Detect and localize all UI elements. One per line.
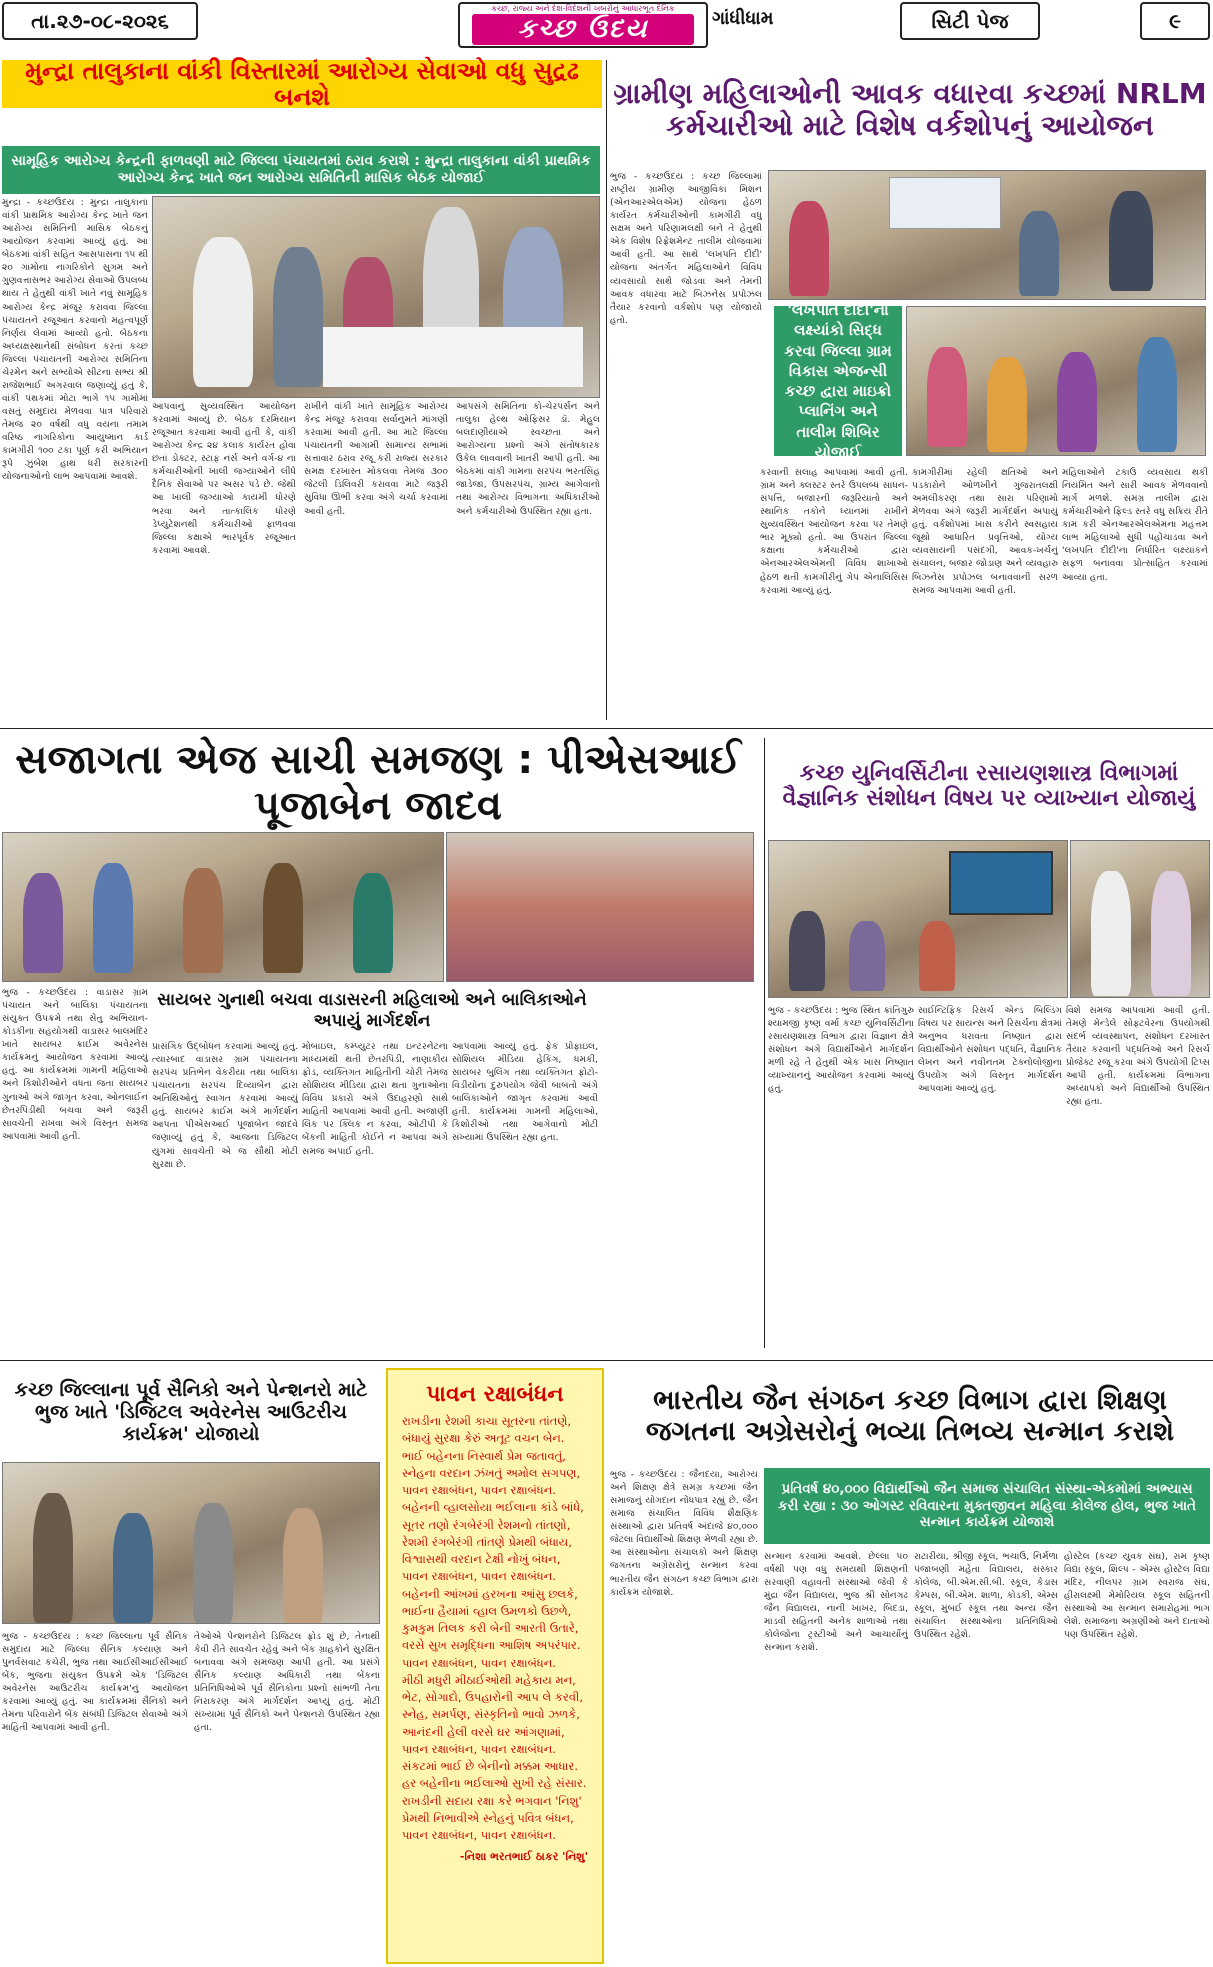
story1-column-3: રાખીને વાંકી ખાતે સામૂહિક આરોગ્ય કેન્દ્ર મંજૂર કરાવવા સર્વાનુમતે માંગણી કરવામાં આવી હતી. આ માટે જિલ્લા પંચાયતની આગામી સામાન્ય સભામાં સત્તાવાર ઠરાવ રજૂ કરી રાજ્ય સરકાર સમક્ષ દરખાસ્ત મોકલવા તેમજ ૩૦૦ જેટલી ડિલિવરી કરાવવા માટે જરૂરી સુવિધા ઊભી કરવા અંગે ચર્ચા કરવામાં આવી હતી. — [304, 401, 448, 517]
story5-column-2: તેઓએ પેન્શનરોને ડિજિટલ ફ્રોડ શું છે, તેનાથી કેવી રીતે સાવચેત રહેવું અને બેંક ગ્રાહકોને સુરક્ષિત બનાવવા અંગે સમજણ આપી હતી. આ પ્રસંગે સૈનિક કલ્યાણ અધિકારી તથા બેંકના પ્રતિનિધિઓએ પૂર્વ સૈનિકોના પ્રશ્નો સાંભળી તેના નિરાકરણ અંગે માર્ગદર્શન આપ્યું હતું. મોટી સંખ્યામાં પૂર્વ સૈનિકો અને પેન્શનરો ઉપસ્થિત રહ્યા હતા. — [194, 1631, 380, 1734]
poem-line: સ્નેહના વરદાન ઝંખતું અમોલ સગપણ, — [402, 1465, 581, 1480]
story2-column-3: કામગીરીમાં રહેલી ક્ષતિઓ અને પડકારોને ઓળખીને ગુજરાતલક્ષી અમલીકરણ તથા સારા પરિણામો મેળવવા અંગે જરૂરી માર્ગદર્શન અપાયું હતું. વર્કશોપમાં ખાસ કરીને સ્વસહાય જૂથો આધારિત પ્રવૃત્તિઓ, યોગ્ય વ્યવસાયની પસંદગી, આવક-ખર્ચનું સંચાલન, બજાર જોડાણ અને વ્યવહારુ બિઝનેસ પ્રપોઝલ બનાવવાની સરળ સમજ આપવામાં આવી હતી. — [912, 467, 1058, 596]
story5-column-1: ભુજ - કચ્છઉદય : કચ્છ જિલ્લાના પૂર્વ સૈનિક સમુદાય માટે જિલ્લા સૈનિક કલ્યાણ અને પુનર્વસવાટ કચેરી, ભુજ તથા આઈસીઆઈસીઆઈ બેંક, ભુજના સંયુક્ત ઉપક્રમે એક 'ડિજિટલ અવેરનેસ આઉટરીચ કાર્યક્રમ'નું આયોજન કરવામાં આવ્યું હતું. આ કાર્યક્રમમાં સૈનિકો અને તેમના પરિવારોને બેંક સંબંધી ડિજિટલ સેવાઓ અંગે માહિતી આપવામાં આવી હતી. — [2, 1631, 188, 1734]
poem-line: રાખડીની સદાય રક્ષા કરે ભગવાન 'નિશુ' — [402, 1793, 582, 1808]
story2-column-2: કરવાની સલાહ આપવામાં આવી હતી. ગ્રામ અને ક્લસ્ટર સ્તરે ઉપલબ્ધ સાધન-સંપત્તિ, બજારની જરૂરિયાતો અને સ્થાનિક તકોને ધ્યાનમાં રાખીને સુવ્યવસ્થિત આયોજન કરવા પર તેમણે ભાર મૂક્યો હતો. આ ઉપરાંત જિલ્લા કક્ષાના કર્મચારીઓ દ્વારા એનઆરએલએમની વિવિધ શાખાઓ હેઠળ થતી કામગીરીનું ગેપ એનાલિસિસ કરવામાં આવ્યું હતું. — [760, 467, 908, 596]
poem-line: ભાઈના હૈયામાં વ્હાલ ઉમળકો ઉછળે, — [402, 1603, 572, 1618]
poem-author: -નિશા ભરતભાઈ ઠાકર 'નિશુ' — [459, 1850, 588, 1864]
story2-column-4: મહિલાઓને ટકાઉ વ્યવસાય થકી નિયમિત અને સારી આવક મેળવવાનો માર્ગ મળશે. સમગ્ર તાલીમ દ્વારા કર્મચારીઓને ફિલ્ડ સ્તરે વધુ સક્રિય રીતે કામ કરી એનઆરએલએમના મહત્તમ લાભ મહિલાઓ સુધી પહોંચાડવા અને 'લખપતિ દીદી'ના નિર્ધારિત લક્ષ્યાંકને સફળ બનાવવા પ્રોત્સાહિત કરવામાં આવ્યા હતા. — [1062, 467, 1208, 583]
story4-photo-2 — [1070, 840, 1210, 998]
poem-line: બંધાયું સુરક્ષા કેરું અતૂટ વચન બેન. — [402, 1431, 565, 1446]
story6-column-2: સન્માન કરવામાં આવશે. છેલ્લા ૫૦ વર્ષથી પણ વધુ સમયથી શિક્ષણની સરવાણી વહાવતી સંસ્થાઓ જેવી કે મુંદ્રા જૈન વિદ્યાલય, ભુજ શ્રી સોનગઢ જૈન વિદ્યાલય, નાની ખાખર, બિદડા, માંડવી સહિતની અનેક શાળાઓ તથા કોલેજોના ટ્રસ્ટીઓ અને આચાર્યોનું સન્માન કરાશે. — [764, 1551, 908, 1654]
date: તા.૨૭-૦૮-૨૦૨૬ — [31, 9, 169, 33]
poem-title: પાવન રક્ષાબંધન — [426, 1382, 564, 1407]
story2-headline: ગ્રામીણ મહિલાઓની આવક વધારવા કચ્છમાં NRLM કર્મચારીઓ માટે વિશેષ વર્કશોપનું આયોજન — [610, 60, 1210, 160]
story4-photo-1 — [768, 840, 1068, 998]
story1-column-2: આપવાનું સુવ્યવસ્થિત આયોજન કરવામાં આવ્યું છે. બેઠક દરમિયાન રજૂઆત કરવામાં આવી હતી કે, વાંકી આરોગ્ય કેન્દ્ર ૨૪ કલાક કાર્યરત હોવા છતાં ડોક્ટર, સ્ટાફ નર્સ અને વર્ગ-૪ ના કર્મચારીઓની ખાલી જગ્યાઓને લીધે દૈનિક સેવાઓ પર અસર પડે છે. જેથી આ ખાલી જગ્યાઓ કાયમી ધોરણે ભરવા અને તાત્કાલિક ધોરણે ડેપ્યુટેશનથી કર્મચારીઓ ફાળવવા જિલ્લા કક્ષાએ ભારપૂર્વક રજૂઆત કરવામાં આવશે. — [152, 401, 296, 556]
poem-line: રાખડીના રેશમી કાચા સૂતરના તાંતણે, — [402, 1414, 572, 1428]
story3-column-1: ભુજ - કચ્છઉદય : વાડાસર ગ્રામ પંચાયત અને બાલિકા પંચાયતના સંયુક્ત ઉપક્રમે તથા સેતુ અભિયાન-કોડકીના સહયોગથી વાડાસર બાલમંદિર ખાતે સાયબર ક્રાઈમ અવેરનેસ કાર્યક્રમનું આયોજન કરવામાં આવ્યું હતું. આ કાર્યક્રમમાં ગામની મહિલાઓ અને કિશોરીઓને વધતા જતા સાયબર ગુનાઓ અંગે જાગૃત કરવા, ઓનલાઈન છેતરપિંડીથી બચવા અને જરૂરી સાવચેતી રાખવા અંગે વિસ્તૃત સમજ આપવામાં આવી હતી. — [2, 987, 148, 1142]
poem-line: રેશમી રંગબેરંગી તાંતણે પ્રેમથી બંધાય, — [402, 1534, 572, 1549]
story5-photo — [2, 1462, 380, 1624]
masthead — [458, 2, 708, 48]
poem-line: સૂતર તણો રંગબેરંગી રેશમનો તાંતણો, — [402, 1517, 571, 1532]
story1-photo — [152, 196, 600, 398]
city-name: ગાંધીધામ — [712, 8, 774, 29]
poem-line: કુમકુમ તિલક કરી બેની આરતી ઉતારે, — [402, 1621, 579, 1635]
story1-subhead: સામૂહિક આરોગ્ય કેન્દ્રની ફાળવણી માટે જિલ્લા પંચાયતમાં ઠરાવ કરાશે : મુન્દ્રા તાલુકાના વાંકી પ્રાથમિક આરોગ્ય કેન્દ્ર ખાતે જન આરોગ્ય સમિતિની માસિક બેઠક યોજાઈ — [2, 146, 600, 194]
page-number: ૯ — [1169, 9, 1181, 33]
story2-column-1: ભુજ - કચ્છઉદય : કચ્છ જિલ્લામાં રાષ્ટ્રીય ગ્રામીણ આજીવિકા મિશન (એનઆરએલએમ) યોજના હેઠળ કાર્યરત કર્મચારીઓની કામગીરી વધુ સક્ષમ અને પરિણામલક્ષી બને તે હેતુથી એક વિશેષ રિફ્રેશમેન્ટ તાલીમ યોજવામાં આવી હતી. આ સાથે 'લખપતિ દીદી' યોજના અંતર્ગત મહિલાઓને વિવિધ વ્યવસાયો સાથે જોડવા અને તેમની આવક વધારવા માટે બિઝનેસ પ્રપોઝલ તૈયાર કરવાનો વર્કશોપ પણ યોજાયો હતો. — [610, 171, 762, 326]
poem-box — [386, 1368, 604, 1964]
poem-line: પાવન રક્ષાબંધન, પાવન રક્ષાબંધન. — [402, 1828, 556, 1842]
masthead-logo: કચ્છ ઉદય — [472, 14, 694, 45]
story2-photo-top — [768, 170, 1206, 300]
poem-line: પાવન રક્ષાબંધન, પાવન રક્ષાબંધન. — [402, 1569, 556, 1584]
story6-subhead: પ્રતિવર્ષ ૪૦,૦૦૦ વિદ્યાર્થીઓ જૈન સમાજ સંચાલિત સંસ્થા-એકમોમાં અભ્યાસ કરી રહ્યા : ૩૦ ઓગસ્ટ રવિવારના મુક્તજીવન મહિલા કોલેજ હોલ, ભુજ ખાતે સન્માન કાર્યક્રમ યોજાશે — [764, 1468, 1210, 1544]
story6-column-3: રાટારીયા, શ્રીજી સ્કૂલ, ભચાઉ, નિર્મળા પંજાબણી મહેતા વિદ્યાલય, સંસ્કાર કોલેજ, બી.એમ.સી.બી. સ્કૂલ, કેડાસ કેમ્પસ, બી.એમ. શાળા, કોડકી, એમ્સ સ્કૂલ, મુંબઈ સ્કૂલ તથા અન્ય જૈન સંચાલિત સંસ્થાઓના પ્રતિનિધિઓ ઉપસ્થિત રહેશે. — [914, 1551, 1058, 1641]
story5-headline: કચ્છ જિલ્લાના પૂર્વ સૈનિકો અને પેન્શનરો માટે ભુજ ખાતે 'ડિજિટલ અવેરનેસ આઉટરીચ કાર્યક્રમ' યોજાયો — [2, 1368, 380, 1458]
row-divider — [0, 1360, 1213, 1361]
poem-line: પાવન રક્ષાબંધન, પાવન રક્ષાબંધન. — [402, 1741, 556, 1756]
date-box — [2, 2, 198, 40]
story4-column-2: સાઈન્ટિફિક રિસર્ચ એન્ડ બિલ્ડિંગ વિષય પર સાયન્સ અને રિસર્ચના ક્ષેત્રમાં અનુભવ ધરાવતા નિષ્ણાત દ્વારા વિદ્યાર્થીઓને સંશોધન પદ્ધતિ, વૈજ્ઞાનિક લેખન અને નવીનતમ ટેક્નોલોજીના ઉપયોગ અંગે વિસ્તૃત માર્ગદર્શન આપવામાં આવ્યું હતું. — [918, 1005, 1062, 1095]
poem-line: પાવન રક્ષાબંધન, પાવન રક્ષાબંધન. — [402, 1483, 556, 1497]
poem-line: વરસે સુખ સમૃદ્ધિના આશિષ અપરંપાર. — [402, 1638, 581, 1653]
poem-line: પાવન રક્ષાબંધન, પાવન રક્ષાબંધન. — [402, 1655, 556, 1670]
story1-headline: મુન્દ્રા તાલુકાના વાંકી વિસ્તારમાં આરોગ્ય સેવાઓ વધુ સુદ્રઢ બનશે — [2, 60, 602, 108]
story4-headline: કચ્છ યુનિવર્સિટીના રસાયણશાસ્ત્ર વિભાગમાં વૈજ્ઞાનિક સંશોધન વિષય પર વ્યાખ્યાન યોજાયું — [768, 738, 1210, 834]
story6-headline: ભારતીય જૈન સંગઠન કચ્છ વિભાગ દ્વારા શિક્ષણ જગતના અગ્રેસરોનું ભવ્યા તિભવ્ય સન્માન કરાશે — [610, 1368, 1210, 1464]
page-label: સિટી પેજ — [931, 9, 1009, 33]
poem-line: વિશ્વાસથી વરદાન ટેક્ષી નોખું બંધન, — [402, 1552, 561, 1566]
story2-photo-bottom — [906, 306, 1206, 456]
poem-body — [388, 1407, 602, 1850]
poem-line: મીઠી મધુરી મીઠાઈઓથી મહેકાય મન, — [402, 1672, 576, 1687]
page-number-box — [1140, 2, 1210, 40]
poem-line: આનંદની હેલી વરસે ઘર આંગણામાં, — [402, 1724, 565, 1739]
masthead-tagline: કચ્છ, રાજ્ય અને દેશ-વિદેશની ખબરોનું આધારભૂત દૈનિક — [491, 4, 675, 13]
story4-column-1: ભુજ - કચ્છઉદય : ભુજ સ્થિત ક્રાંતિગુરુ શ્યામજી કૃષ્ણ વર્મા કચ્છ યુનિવર્સિટીના રસાયણશાસ્ત્ર વિભાગ દ્વારા વિજ્ઞાન ક્ષેત્રે સંશોધન અંગે વિદ્યાર્થીઓને માર્ગદર્શન મળી રહે તે હેતુથી એક ખાસ નિષ્ણાત વ્યાખ્યાનનું આયોજન કરવામાં આવ્યું હતું. — [768, 1005, 914, 1095]
page-label-box — [900, 2, 1040, 40]
row-divider — [0, 728, 1213, 729]
poem-line: સંકટમાં ભાઈ છે બેનીનો મક્કમ આધાર. — [402, 1759, 578, 1773]
story1-column-1: મુન્દ્રા - કચ્છઉદય : મુન્દ્રા તાલુકાના વાંકી પ્રાથમિક આરોગ્ય કેન્દ્ર ખાતે જન આરોગ્ય સમિતિની માસિક બેઠકનું આયોજન કરવામાં આવ્યું હતું. આ બેઠકમાં વાંકી સહિત આસપાસના ૧૫ થી ૨૦ ગામોના નાગરિકોને સુગમ અને ગુણવત્તાસભર આરોગ્ય સેવાઓ ઉપલબ્ધ થાય તે હેતુથી વાંકી ખાતે નવું સામૂહિક આરોગ્ય કેન્દ્ર મંજૂર કરાવવા જિલ્લા પંચાયતને રજૂઆત કરવાનો મહત્વપૂર્ણ નિર્ણય લેવામાં આવ્યો હતો. બેઠકના અધ્યક્ષસ્થાનેથી સંબોધન કરતાં કચ્છ જિલ્લા પંચાયતની આરોગ્ય સમિતિના ચેરમેન અને સભ્યોએ સીટના સભ્ય શ્રી રાજેશભાઈ અગરવાલ જણાવ્યું હતું કે, વાંકી પંથકમાં મોટા ભાગે ૧૫ ગામોમાં વસતું સમુદાય મેળવવા પાત્ર પરિવારો તેમજ ૨૦ વર્ષથી વધુ વયના તમામ વરિષ્ઠ નાગરિકોના આયુષ્માન કાર્ડ કામગીરી ૧૦૦ ટકા પૂર્ણ કરી અભિયાન રૂપે ઝુંબેશ હાથ ધરી સરકારની યોજનાઓનો લાભ આપવામાં આવશે. — [2, 197, 148, 483]
poem-line: બહેનની આંખમાં હરખના આંસુ છલકે, — [402, 1586, 578, 1601]
poem-line: પ્રેમથી નિભાવીએ સ્નેહનું પવિત્ર બંધન, — [402, 1810, 574, 1825]
story3-headline: સજાગતા એજ સાચી સમજણ : પીએસઆઈ પૂજાબેન જાદવ — [2, 738, 754, 828]
story6-column-4: હોસ્ટેલ (કચ્છ યુવક સંઘ), રામ કૃષ્ણ વિદ્યા સ્કૂલ, શિલ્પ - એમ્સ હોસ્ટેલ વિદ્યા મંદિર, નીલપર ગ્રામ સ્વરાજ સંઘ, હીરાલક્ષ્મી મેમોરિયલ સ્કૂલ સહિતની સંસ્થાઓ આ સન્માન સમારોહમાં ભાગ લેશે. સમાજના અગ્રણીઓ અને દાતાઓ પણ ઉપસ્થિત રહેશે. — [1064, 1551, 1210, 1641]
story3-photo-right — [446, 832, 754, 982]
story3-subhead: સાયબર ગુનાથી બચવા વાડાસરની મહિલાઓ અને બાલિકાઓને અપાયું માર્ગદર્શન — [152, 986, 592, 1036]
poem-line: સ્નેહ, સમર્પણ, સંસ્કૃતિનો ભાવો ઝળકે, — [402, 1707, 580, 1722]
poem-line: બહેનની વ્હાલસોયા ભઈલાના કાંડે બાંધે, — [402, 1500, 584, 1515]
column-divider — [764, 738, 765, 1348]
poem-line: ભેટ, સોગાદો, ઉપહારોની આપ લે કરવી, — [402, 1690, 583, 1704]
story1-column-4: આપસંગે સમિતિના કો-ચેરપર્સન અને તાલુકા હેલ્થ ઓફિસર ડૉ. મેહુલ બલદાણીયાએ સ્વચ્છતા અને આરોગ્યના પ્રશ્નો અંગે સંતોષકારક ઉકેલ લાવવાની ખાતરી આપી હતી. આ બેઠકમાં વાંકી ગામના સરપંચ ભરતસિંહ જાડેજા, ઉપસરપંચ, ગ્રામ્ય આગેવાનો તથા આરોગ્ય વિભાગના અધિકારીઓ અને કર્મચારીઓ ઉપસ્થિત રહ્યા હતા. — [456, 401, 600, 517]
story3-column-4: આપવામાં આવ્યું હતું. ફેક પ્રોફાઇલ, સોશિયલ મીડિયા હેકિંગ, ધમકી, સાયબર બુલિંગ તથા વ્યક્તિગત ફોટો-વિડીયોના દુરુપયોગ જેવી બાબતો અંગે બાલિકાઓને જાગૃત કરવામાં આવી હતી. કાર્યક્રમમાં ગામની મહિલાઓ, કિશોરીઓ તથા આગેવાનો મોટી સંખ્યામાં ઉપસ્થિત રહ્યા હતા. — [452, 1041, 598, 1144]
story3-photo-left — [2, 832, 444, 982]
story3-column-3: મોબાઇલ, કમ્પ્યુટર તથા ઇન્ટરનેટના માધ્યમથી થતી છેતરપિંડી, નાણાકીય ફ્રોડ, વ્યક્તિગત માહિતીની ચોરી તેમજ સોશિયલ મીડિયા દ્વારા થતા ગુનાઓના વિવિધ પ્રકારો અંગે ઉદાહરણો સાથે માહિતી આપવામાં આવી હતી. અજાણી લિંક પર ક્લિક ન કરવા, ઓટીપી કે બેંકની માહિતી કોઈને ન આપવા અંગે સમજ અપાઈ હતી. — [302, 1041, 448, 1157]
story4-column-3: વિશે સમજ આપવામાં આવી હતી. તેમણે મેન્ડેલે સોફ્ટવેરના ઉપયોગથી સંદર્ભ વ્યવસ્થાપન, સંશોધન દરખાસ્ત તૈયાર કરવાની પદ્ધતિઓ અને રિસર્ચ પ્રોજેક્ટ રજૂ કરવા અંગે ઉપયોગી ટિપ્સ આપી હતી. કાર્યક્રમમાં વિભાગના અધ્યાપકો અને વિદ્યાર્થીઓ ઉપસ્થિત રહ્યા હતા. — [1066, 1005, 1210, 1108]
column-divider — [606, 60, 607, 720]
poem-line: હર બહેનીના ભઈલાઓ સુખી રહે સંસાર. — [402, 1776, 587, 1791]
story2-callout: 'લખપતિ દીદી'ના લક્ષ્યાંકો સિદ્ધ કરવા જિલ્લા ગ્રામ વિકાસ એજન્સી કચ્છ દ્વારા માઇક્રો પ્લાનિંગ અને તાલીમ શિબિર યોજાઈ — [774, 306, 902, 456]
story3-column-2: પ્રાસંગિક ઉદ્બોધન કરવામાં આવ્યું હતું. ત્યારબાદ વાડાસર ગ્રામ પંચાયતના સરપંચ પ્રતિભેન વેકરીયા તથા બાલિકા પંચાયતના સરપંચ દિવ્યાબેન દ્વારા અતિથિઓનું સ્વાગત કરવામાં આવ્યું હતું. સાયબર ક્રાઈમ અંગે માર્ગદર્શન આપતા પીએસઆઈ પૂજાબેન જાદવે જણાવ્યું હતું કે, આજના ડિજિટલ યુગમાં સાવચેતી એ જ સૌથી મોટી સુરક્ષા છે. — [152, 1041, 298, 1170]
poem-line: ભાઈ બહેનના નિસ્વાર્થ પ્રેમ જતાવતું, — [402, 1448, 566, 1463]
story6-column-1: ભુજ - કચ્છઉદય : જૈનદયા, આરોગ્ય અને શિક્ષણ ક્ષેત્રે સમગ્ર કચ્છમાં જૈન સમાજનું યોગદાન નોંધપાત્ર રહ્યું છે. જૈન સમાજ સંચાલિત વિવિધ શૈક્ષણિક સંસ્થાઓ દ્વારા પ્રતિવર્ષ અંદાજે ૪૦,૦૦૦ જેટલા વિદ્યાર્થીઓ શિક્ષણ મેળવી રહ્યા છે. આ સંસ્થાઓના સંચાલકો અને શિક્ષણ જગતના અગ્રેસરોનું સન્માન કરવા ભારતીય જૈન સંગઠન કચ્છ વિભાગ દ્વારા કાર્યક્રમ યોજાશે. — [610, 1469, 758, 1598]
